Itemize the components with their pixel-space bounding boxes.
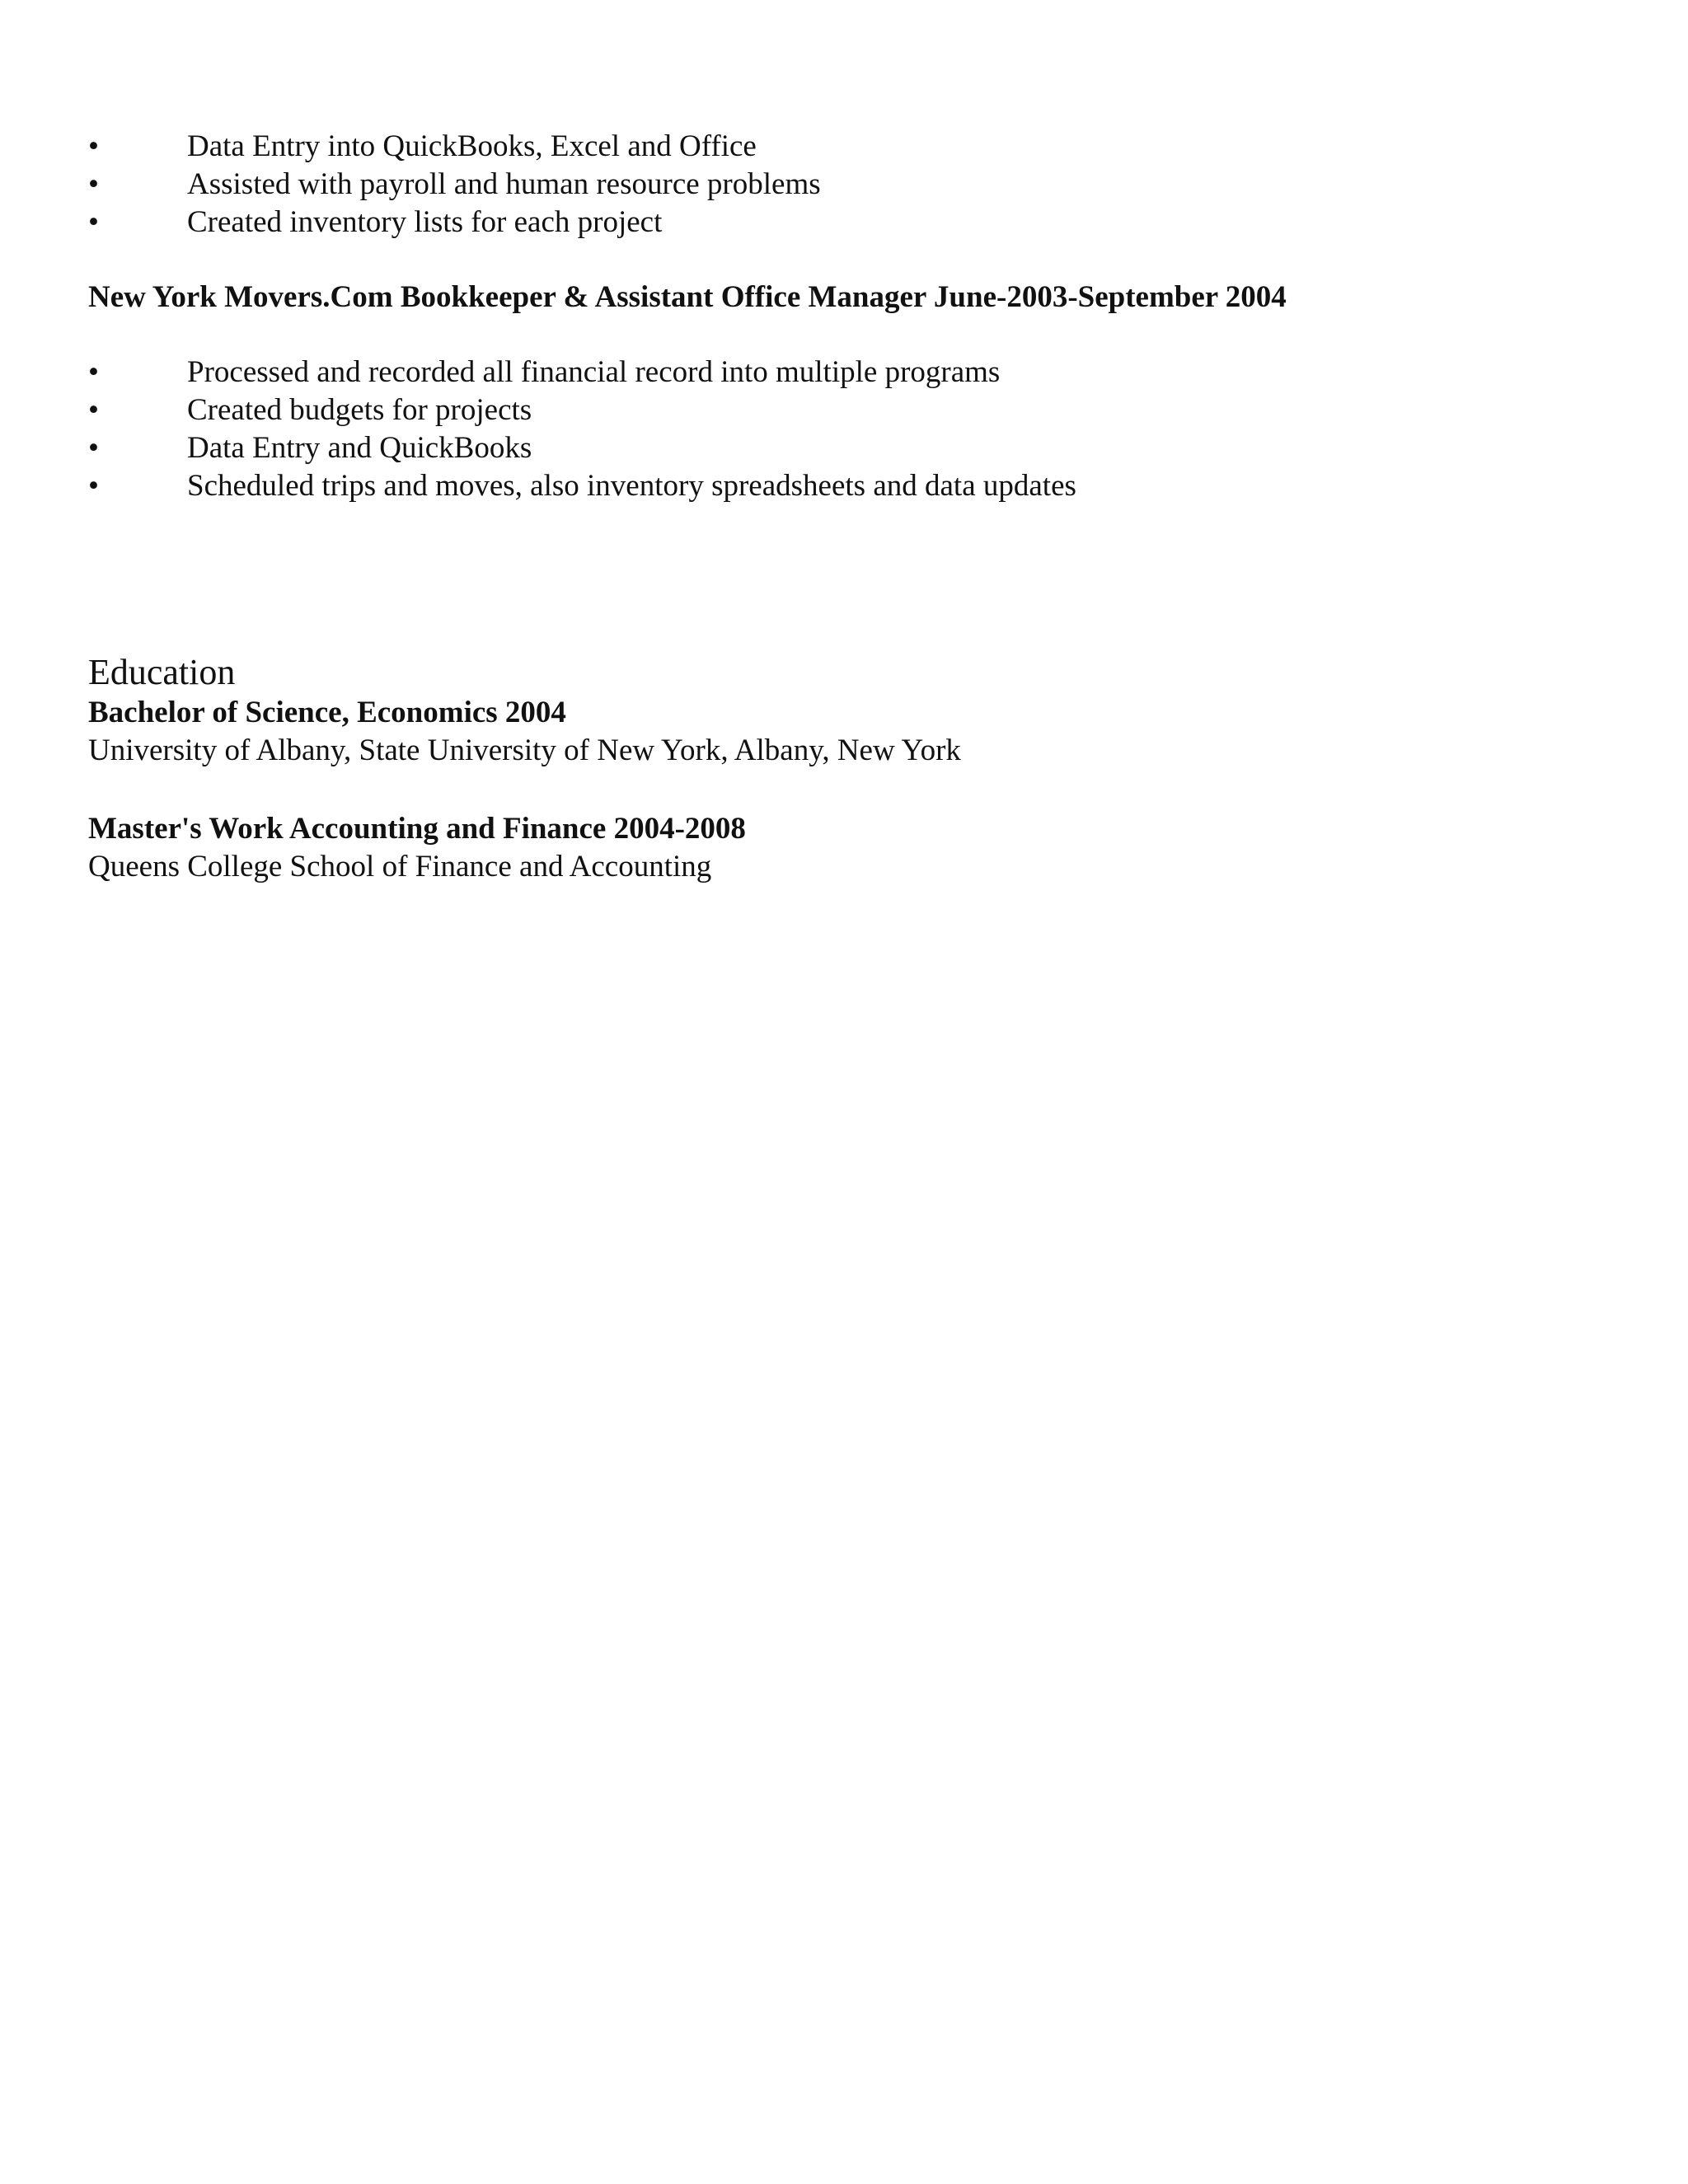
bullet-icon: • (88, 205, 99, 239)
job2-bullets-section (88, 354, 1621, 505)
list-item (88, 166, 1621, 204)
education-entry-2-block (88, 810, 1621, 886)
list-item (88, 128, 1621, 166)
job-heading: New York Movers.Com Bookkeeper & Assistant Office Manager June-2003-September 2004 (88, 280, 1287, 314)
list-item (88, 204, 1621, 241)
degree-title: Master's Work Accounting and Finance 2004-2008 (88, 812, 746, 846)
education-entry (88, 810, 1621, 886)
job2-section (88, 279, 1621, 316)
bullet-icon: • (88, 129, 99, 163)
bullet-text: Data Entry into QuickBooks, Excel and Office (187, 129, 757, 163)
prev-job-section (88, 128, 1621, 241)
list-item (88, 391, 1621, 429)
section-title: Education (88, 652, 236, 692)
list-item (88, 467, 1621, 505)
bullet-icon: • (88, 393, 99, 427)
bullet-icon: • (88, 469, 99, 503)
job2-bullet-list (88, 354, 1621, 505)
bullet-text: Created budgets for projects (187, 393, 532, 427)
list-item (88, 354, 1621, 391)
prev-job-bullet-list (88, 128, 1621, 241)
degree-title: Bachelor of Science, Economics 2004 (88, 696, 566, 729)
bullet-text: Created inventory lists for each project (187, 205, 663, 239)
education-entry (88, 694, 1621, 770)
school-name: University of Albany, State University of New York, Albany, New York (88, 733, 961, 767)
bullet-text: Data Entry and QuickBooks (187, 431, 532, 465)
school-name: Queens College School of Finance and Accounting (88, 850, 712, 883)
bullet-text: Processed and recorded all financial record into multiple programs (187, 355, 1001, 389)
bullet-icon: • (88, 431, 99, 465)
list-item (88, 429, 1621, 467)
bullet-icon: • (88, 167, 99, 201)
bullet-icon: • (88, 355, 99, 389)
bullet-text: Assisted with payroll and human resource problems (187, 167, 821, 201)
bullet-text: Scheduled trips and moves, also inventory spreadsheets and data updates (187, 469, 1076, 503)
education-section (88, 651, 1621, 770)
